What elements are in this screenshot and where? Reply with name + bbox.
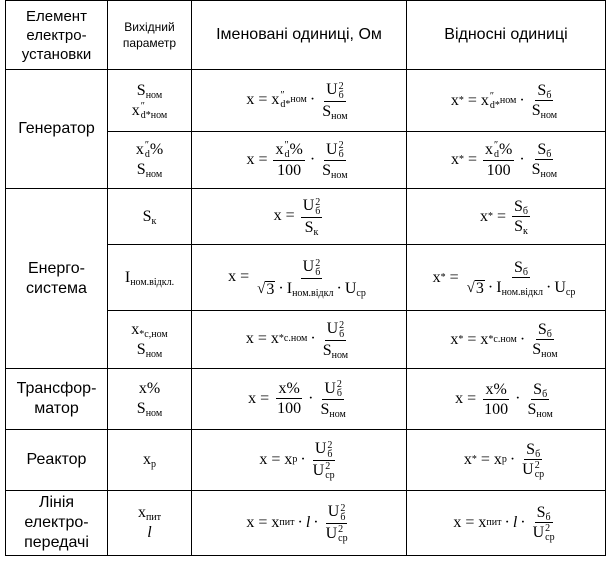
param-cell: $I_{ном.відкл.}$ (108, 245, 192, 311)
named-formula: x = x ″ d % 100 · U 2 б $S_{ном}$ (192, 132, 407, 189)
named-formula: x = x% 100 · U 2 б $S_{ном}$ (192, 369, 407, 430)
param-cell: $x_р$ (108, 430, 192, 491)
header-param: Вихідний параметр (108, 1, 192, 70)
table-row (6, 491, 606, 556)
param-cell: $S_{ном}$ x ″ d* $_{ном}$ (108, 70, 192, 132)
param-cell: $S_к$ (108, 189, 192, 245)
relative-formula: x * = x ″ d % 100 · $S_б$ $S_{ном}$ (407, 132, 606, 189)
named-formula: x = x ″ d* ном · U 2 б $S_{ном}$ (192, 70, 407, 132)
header-row (6, 1, 606, 70)
param-cell: $x_{пит}$ l (108, 491, 192, 556)
element-generator: Генератор (6, 70, 108, 189)
relative-formula: x * = $S_б$ √ 3 · $I_{ном.відкл} \cdot U_{ср}$ (407, 245, 606, 311)
element-transformer: Трансфор- матор (6, 369, 108, 430)
table-row (6, 369, 606, 430)
relative-formula: x * = x р · $S_б$ U 2 ср (407, 430, 606, 491)
named-formula: x = x р · U 2 б U 2 ср (192, 430, 407, 491)
relative-formula: x = x% 100 · $S_б$ $S_{ном}$ (407, 369, 606, 430)
element-reactor: Реактор (6, 430, 108, 491)
named-formula: x = x *с.ном · U 2 б $S_{ном}$ (192, 311, 407, 369)
header-element: Елемент електро- установки (6, 1, 108, 70)
relative-formula: x * = x ″ d* ном · $S_б$ $S_{ном}$ (407, 70, 606, 132)
named-formula: x = U 2 б $S_к$ (192, 189, 407, 245)
param-cell: $x_{*с,ном}$ $S_{ном}$ (108, 311, 192, 369)
relative-formula: x = x пит · l · $S_б$ U 2 ср (407, 491, 606, 556)
named-formula: x = x пит · l · U 2 б U 2 ср (192, 491, 407, 556)
element-system: Енерго- система (6, 189, 108, 369)
param-cell: x ″ d % $S_{ном}$ (108, 132, 192, 189)
element-line: Лінія електро- передачі (6, 491, 108, 556)
relative-formula: x * = x *с.ном · $S_б$ $S_{ном}$ (407, 311, 606, 369)
relative-formula: x * = $S_б$ $S_к$ (407, 189, 606, 245)
table-row (6, 430, 606, 491)
param-cell: x% $S_{ном}$ (108, 369, 192, 430)
formula-table (5, 0, 606, 556)
header-named-units: Іменовані одиниці, Ом (192, 1, 407, 70)
header-relative-units: Відносні одиниці (407, 1, 606, 70)
table-row (6, 70, 606, 132)
named-formula: x = U 2 б √ 3 · $I_{ном.відкл} \cdot U_{ср}$ (192, 245, 407, 311)
table-row (6, 189, 606, 245)
